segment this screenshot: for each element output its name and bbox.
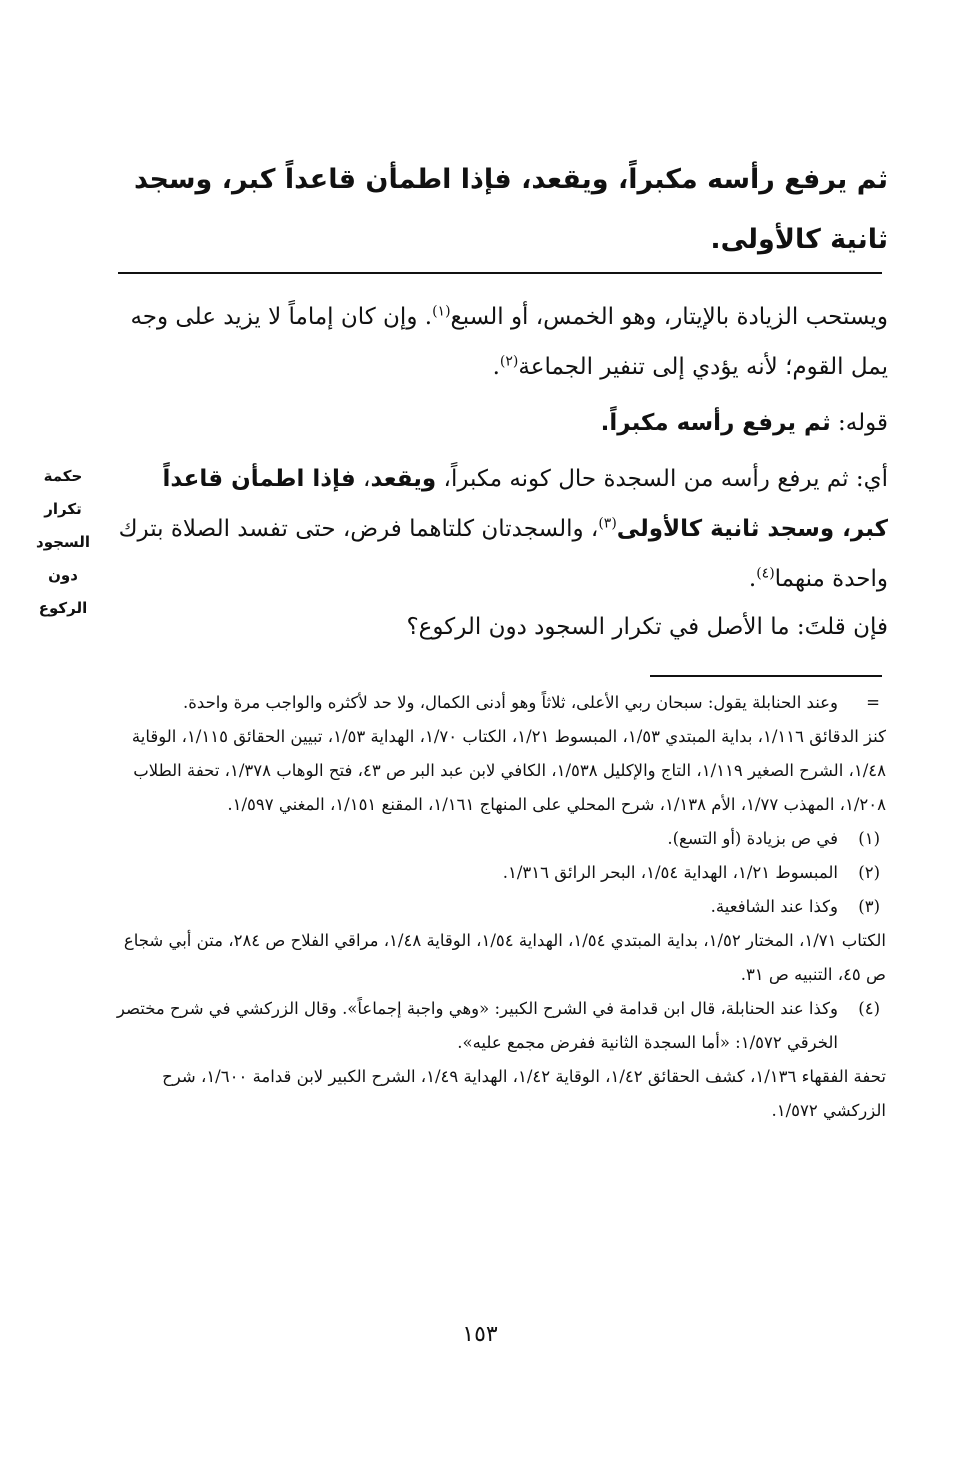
footnote-line: وعند الحنابلة يقول: سبحان ربي الأعلى، ثلاثاً وهو أدنى الكمال، ولا حد لأكثره والواجب مرة واحدة. bbox=[183, 693, 838, 712]
footnote-mark: = bbox=[866, 693, 880, 712]
matn-heading: ثم يرفع رأسه مكبراً، ويقعد، فإذا اطمأن قاعداً كبر، وسجد ثانية كالأولى. bbox=[133, 164, 888, 255]
paragraph-2-quote: ثم يرفع رأسه مكبراً. bbox=[600, 410, 831, 436]
paragraph-3-text-1: أي: ثم يرفع رأسه من السجدة حال كونه مكبراً، bbox=[436, 466, 888, 492]
footnote-line: وكذا عند الشافعية. bbox=[710, 897, 838, 916]
footnote-mark: (٤) bbox=[858, 999, 880, 1018]
page-number: ١٥٣ bbox=[462, 1322, 498, 1347]
margin-heading-line: تكرار bbox=[44, 500, 82, 518]
paragraph-3-text-3: ، والسجدتان كلتاهما فرض، حتى تفسد الصلاة بترك واحدة منهما bbox=[118, 516, 888, 592]
footnote-line: المبسوط ١/٢١، الهداية ١/٥٤، البحر الرائق ١/٣١٦. bbox=[502, 863, 838, 882]
footnote-ref-1[interactable]: (١) bbox=[432, 303, 451, 320]
margin-heading-line: الركوع bbox=[38, 599, 88, 617]
footnote-mark: (٢) bbox=[858, 863, 880, 882]
footnote-line: الكتاب ١/٧١، المختار ١/٥٢، بداية المبتدي ١/٥٤، الهداية ١/٥٤، الوقاية ١/٤٨، مراقي الفلاح ص ٢٨٤، متن أبي شجاع ص ٤٥، التنبيه ص ٣١. bbox=[123, 931, 886, 984]
matn-divider bbox=[118, 272, 882, 274]
footnote-line: في ص بزيادة (أو التسع). bbox=[667, 829, 838, 848]
margin-heading bbox=[24, 460, 102, 625]
footnote-ref-3[interactable]: (٣) bbox=[598, 515, 617, 532]
footnote-line: وكذا عند الحنابلة، قال ابن قدامة في الشرح الكبير: «وهي واجبة إجماعاً». وقال الزركشي في شرح مختصر الخرقي ١/٥٧٢: «أما السجدة الثانية ففرض مجمع عليه». bbox=[116, 999, 838, 1052]
margin-heading-line: حكمة bbox=[43, 467, 83, 485]
paragraph-2 bbox=[110, 398, 946, 448]
paragraph-1-text-b: . وإن كان إماماً لا يزيد على وجه يمل القوم؛ لأنه يؤدي إلى تنفير الجماعة bbox=[130, 304, 888, 380]
footnote-1 bbox=[116, 822, 886, 856]
paragraph-3-text-4: . bbox=[748, 566, 757, 592]
footnote-mark: (١) bbox=[858, 829, 880, 848]
footnote-continued bbox=[116, 686, 886, 822]
margin-heading-line: السجود bbox=[36, 533, 90, 551]
footnote-divider bbox=[650, 675, 882, 677]
paragraph-4: فإن قلتَ: ما الأصل في تكرار السجود دون الركوع؟ bbox=[406, 614, 888, 640]
footnote-line: كنز الدقائق ١/١١٦، بداية المبتدي ١/٥٣، المبسوط ١/٢١، الكتاب ١/٧٠، الهداية ١/٥٣، تبيين الحقائق ١/١١٥، الوقاية ١/٤٨، الشرح الصغير ١/١١٩، التاج والإكليل ١/٥٣٨، الكافي لابن عبد البر ص ٤٣، فتح الوهاب ١/٣٧٨، تحفة الطلاب ١/٢٠٨، المهذب ١/٧٧، الأم ١/١٣٨، شرح المحلي على المنهاج ١/١٦١، المقنع ١/١٥١، المغني ١/٥٩٧. bbox=[131, 727, 886, 814]
paragraph-3 bbox=[110, 454, 888, 604]
footnote-mark: (٣) bbox=[858, 897, 880, 916]
footnote-3 bbox=[116, 890, 886, 992]
paragraph-1 bbox=[110, 292, 888, 392]
footnote-ref-4[interactable]: (٤) bbox=[756, 565, 775, 582]
paragraph-2-lead: قوله: bbox=[830, 410, 888, 436]
footnote-ref-2[interactable]: (٢) bbox=[499, 353, 519, 370]
margin-heading-line: دون bbox=[48, 566, 78, 584]
footnote-4 bbox=[116, 992, 886, 1128]
paragraph-3-bold-2: فإذا اطمأن قاعداً كبر، وسجد ثانية كالأولى bbox=[162, 466, 888, 542]
footnote-2 bbox=[116, 856, 886, 890]
footnotes bbox=[116, 686, 886, 1128]
paragraph-1-text-a: ويستحب الزيادة بالإيتار، وهو الخمس، أو السبع bbox=[450, 304, 888, 330]
footnote-line: تحفة الفقهاء ١/١٣٦، كشف الحقائق ١/٤٢، الوقاية ١/٤٢، الهداية ١/٤٩، الشرح الكبير لابن قدامة ١/٦٠٠، شرح الزركشي ١/٥٧٢. bbox=[162, 1067, 886, 1120]
paragraph-1-text-c: . bbox=[492, 354, 500, 380]
paragraph-3-bold-1: ويقعد bbox=[370, 466, 437, 492]
paragraph-3-text-2: ، bbox=[355, 466, 371, 492]
